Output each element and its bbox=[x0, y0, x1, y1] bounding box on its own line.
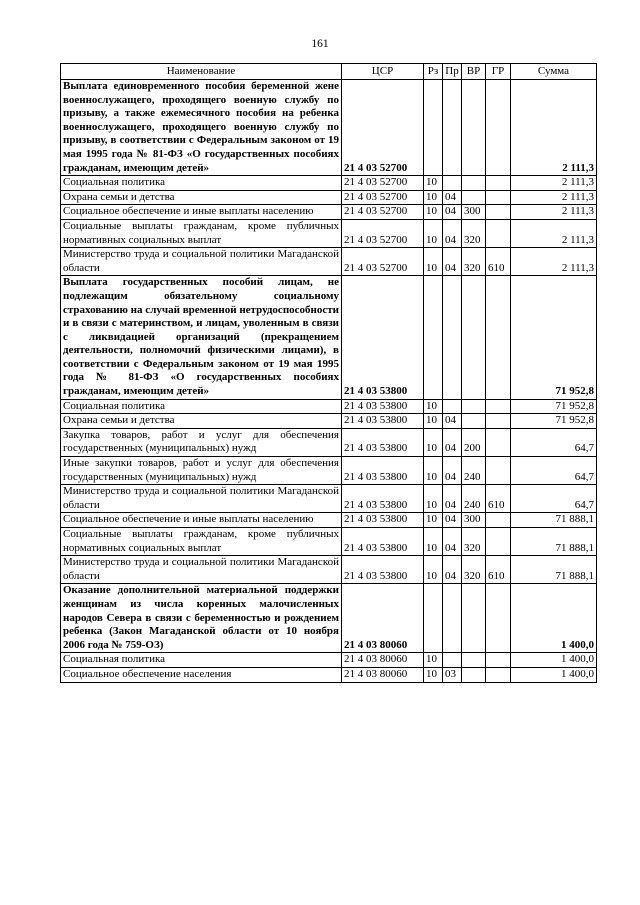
cell-name: Выплата единовременного пособия беременной жене военнослужащего, проходящего военную службу по призыву, а также ежемесячного пособия на ребенка военнослужащего, проходящего военную службу по призыву, в соответствии с Федеральным законом от 19 мая 1995 года № 81-ФЗ «О государственных пособиях гражданам, имеющим детей» bbox=[61, 80, 342, 176]
table-row bbox=[61, 190, 597, 205]
cell-csr: 21 4 03 80060 bbox=[342, 653, 424, 668]
cell-csr: 21 4 03 53800 bbox=[342, 428, 424, 456]
cell-pr bbox=[443, 176, 462, 191]
cell-vr: 320 bbox=[462, 528, 486, 556]
cell-sum: 1 400,0 bbox=[511, 667, 597, 682]
table-header-row bbox=[61, 64, 597, 80]
cell-gr bbox=[486, 80, 511, 176]
cell-gr bbox=[486, 276, 511, 399]
cell-gr bbox=[486, 219, 511, 247]
cell-vr: 320 bbox=[462, 248, 486, 276]
table-row bbox=[61, 176, 597, 191]
cell-vr: 240 bbox=[462, 485, 486, 513]
cell-sum: 1 400,0 bbox=[511, 584, 597, 653]
cell-pr: 04 bbox=[443, 248, 462, 276]
cell-sum: 71 888,1 bbox=[511, 528, 597, 556]
cell-gr: 610 bbox=[486, 248, 511, 276]
cell-gr bbox=[486, 667, 511, 682]
budget-table bbox=[60, 63, 597, 683]
column-header-sum: Сумма bbox=[511, 64, 597, 80]
cell-sum: 1 400,0 bbox=[511, 653, 597, 668]
cell-vr bbox=[462, 176, 486, 191]
cell-name: Иные закупки товаров, работ и услуг для обеспечения государственных (муниципальных) нужд bbox=[61, 457, 342, 485]
cell-rz bbox=[424, 80, 443, 176]
cell-pr: 04 bbox=[443, 556, 462, 584]
cell-name: Социальная политика bbox=[61, 176, 342, 191]
cell-gr bbox=[486, 190, 511, 205]
cell-csr: 21 4 03 80060 bbox=[342, 584, 424, 653]
cell-rz: 10 bbox=[424, 399, 443, 414]
column-header-gr: ГР bbox=[486, 64, 511, 80]
cell-sum: 2 111,3 bbox=[511, 190, 597, 205]
cell-name: Социальное обеспечение и иные выплаты населению bbox=[61, 513, 342, 528]
cell-sum: 71 888,1 bbox=[511, 556, 597, 584]
cell-vr bbox=[462, 653, 486, 668]
column-header-name: Наименование bbox=[61, 64, 342, 80]
cell-pr: 03 bbox=[443, 667, 462, 682]
cell-vr: 240 bbox=[462, 457, 486, 485]
cell-vr bbox=[462, 80, 486, 176]
cell-vr: 300 bbox=[462, 513, 486, 528]
column-header-vr: ВР bbox=[462, 64, 486, 80]
cell-csr: 21 4 03 53800 bbox=[342, 513, 424, 528]
cell-csr: 21 4 03 53800 bbox=[342, 457, 424, 485]
cell-pr bbox=[443, 653, 462, 668]
cell-gr bbox=[486, 428, 511, 456]
cell-csr: 21 4 03 80060 bbox=[342, 667, 424, 682]
cell-csr: 21 4 03 52700 bbox=[342, 80, 424, 176]
cell-name: Охрана семьи и детства bbox=[61, 414, 342, 429]
cell-pr: 04 bbox=[443, 428, 462, 456]
cell-pr: 04 bbox=[443, 219, 462, 247]
cell-csr: 21 4 03 52700 bbox=[342, 176, 424, 191]
cell-vr: 300 bbox=[462, 205, 486, 220]
cell-rz: 10 bbox=[424, 428, 443, 456]
cell-rz: 10 bbox=[424, 556, 443, 584]
cell-rz: 10 bbox=[424, 414, 443, 429]
cell-pr: 04 bbox=[443, 190, 462, 205]
cell-gr bbox=[486, 176, 511, 191]
cell-pr bbox=[443, 80, 462, 176]
cell-pr bbox=[443, 276, 462, 399]
cell-rz: 10 bbox=[424, 513, 443, 528]
cell-vr bbox=[462, 414, 486, 429]
column-header-csr: ЦСР bbox=[342, 64, 424, 80]
cell-sum: 2 111,3 bbox=[511, 205, 597, 220]
cell-gr bbox=[486, 399, 511, 414]
cell-csr: 21 4 03 53800 bbox=[342, 399, 424, 414]
table-row bbox=[61, 219, 597, 247]
cell-gr bbox=[486, 513, 511, 528]
cell-sum: 71 888,1 bbox=[511, 513, 597, 528]
table-row bbox=[61, 653, 597, 668]
cell-csr: 21 4 03 52700 bbox=[342, 205, 424, 220]
table-row bbox=[61, 428, 597, 456]
cell-sum: 64,7 bbox=[511, 428, 597, 456]
cell-csr: 21 4 03 53800 bbox=[342, 556, 424, 584]
cell-vr bbox=[462, 584, 486, 653]
cell-vr: 320 bbox=[462, 556, 486, 584]
column-header-rz: Рз bbox=[424, 64, 443, 80]
cell-rz: 10 bbox=[424, 248, 443, 276]
cell-rz: 10 bbox=[424, 485, 443, 513]
cell-pr: 04 bbox=[443, 414, 462, 429]
cell-gr bbox=[486, 584, 511, 653]
cell-sum: 71 952,8 bbox=[511, 276, 597, 399]
cell-gr: 610 bbox=[486, 485, 511, 513]
cell-pr: 04 bbox=[443, 513, 462, 528]
cell-sum: 71 952,8 bbox=[511, 399, 597, 414]
cell-sum: 2 111,3 bbox=[511, 176, 597, 191]
table-row bbox=[61, 248, 597, 276]
cell-sum: 64,7 bbox=[511, 485, 597, 513]
cell-name: Социальные выплаты гражданам, кроме публичных нормативных социальных выплат bbox=[61, 219, 342, 247]
cell-gr bbox=[486, 653, 511, 668]
table-row bbox=[61, 485, 597, 513]
column-header-pr: Пр bbox=[443, 64, 462, 80]
cell-rz: 10 bbox=[424, 190, 443, 205]
cell-name: Закупка товаров, работ и услуг для обеспечения государственных (муниципальных) нужд bbox=[61, 428, 342, 456]
cell-csr: 21 4 03 53800 bbox=[342, 528, 424, 556]
cell-pr: 04 bbox=[443, 205, 462, 220]
cell-name: Министерство труда и социальной политики Магаданской области bbox=[61, 556, 342, 584]
table-body bbox=[61, 80, 597, 683]
cell-vr: 200 bbox=[462, 428, 486, 456]
cell-gr bbox=[486, 205, 511, 220]
cell-vr: 320 bbox=[462, 219, 486, 247]
cell-csr: 21 4 03 53800 bbox=[342, 485, 424, 513]
cell-sum: 71 952,8 bbox=[511, 414, 597, 429]
page-number: 161 bbox=[311, 38, 329, 50]
table-row bbox=[61, 276, 597, 399]
cell-sum: 64,7 bbox=[511, 457, 597, 485]
cell-rz bbox=[424, 276, 443, 399]
cell-name: Министерство труда и социальной политики Магаданской области bbox=[61, 485, 342, 513]
cell-pr: 04 bbox=[443, 528, 462, 556]
cell-rz: 10 bbox=[424, 219, 443, 247]
cell-name: Выплата государственных пособий лицам, не подлежащим обязательному социальному страхованию на случай временной нетрудоспособности и в связи с материнством, и лицам, уволенным в связи с ликвидацией организаций (прекращением деятельности, полномочий физическими лицами), в соответствии с Федеральным законом от 19 мая 1995 года № 81-ФЗ «О государственных пособиях гражданам, имеющим детей» bbox=[61, 276, 342, 399]
cell-name: Охрана семьи и детства bbox=[61, 190, 342, 205]
cell-rz: 10 bbox=[424, 653, 443, 668]
cell-pr: 04 bbox=[443, 485, 462, 513]
cell-sum: 2 111,3 bbox=[511, 248, 597, 276]
cell-rz bbox=[424, 584, 443, 653]
cell-gr bbox=[486, 457, 511, 485]
table-row bbox=[61, 414, 597, 429]
table-row bbox=[61, 584, 597, 653]
table-row bbox=[61, 457, 597, 485]
cell-name: Оказание дополнительной материальной поддержки женщинам из числа коренных малочисленных народов Севера в связи с беременностью и рождением ребенка (Закон Магаданской области от 10 ноября 2006 года № 759-ОЗ) bbox=[61, 584, 342, 653]
cell-vr bbox=[462, 190, 486, 205]
table-row bbox=[61, 667, 597, 682]
cell-csr: 21 4 03 52700 bbox=[342, 190, 424, 205]
cell-vr bbox=[462, 399, 486, 414]
cell-rz: 10 bbox=[424, 205, 443, 220]
cell-pr bbox=[443, 584, 462, 653]
cell-csr: 21 4 03 53800 bbox=[342, 414, 424, 429]
cell-vr bbox=[462, 667, 486, 682]
table-row bbox=[61, 528, 597, 556]
table-row bbox=[61, 556, 597, 584]
cell-pr: 04 bbox=[443, 457, 462, 485]
cell-gr bbox=[486, 528, 511, 556]
cell-rz: 10 bbox=[424, 667, 443, 682]
cell-sum: 2 111,3 bbox=[511, 80, 597, 176]
cell-csr: 21 4 03 52700 bbox=[342, 248, 424, 276]
cell-name: Социальная политика bbox=[61, 399, 342, 414]
cell-csr: 21 4 03 52700 bbox=[342, 219, 424, 247]
cell-sum: 2 111,3 bbox=[511, 219, 597, 247]
cell-gr: 610 bbox=[486, 556, 511, 584]
cell-name: Социальное обеспечение и иные выплаты населению bbox=[61, 205, 342, 220]
cell-rz: 10 bbox=[424, 176, 443, 191]
table-row bbox=[61, 80, 597, 176]
cell-rz: 10 bbox=[424, 528, 443, 556]
cell-pr bbox=[443, 399, 462, 414]
table-row bbox=[61, 399, 597, 414]
cell-rz: 10 bbox=[424, 457, 443, 485]
cell-csr: 21 4 03 53800 bbox=[342, 276, 424, 399]
table-row bbox=[61, 513, 597, 528]
table-row bbox=[61, 205, 597, 220]
cell-vr bbox=[462, 276, 486, 399]
cell-gr bbox=[486, 414, 511, 429]
cell-name: Социальные выплаты гражданам, кроме публичных нормативных социальных выплат bbox=[61, 528, 342, 556]
cell-name: Социальное обеспечение населения bbox=[61, 667, 342, 682]
cell-name: Министерство труда и социальной политики Магаданской области bbox=[61, 248, 342, 276]
cell-name: Социальная политика bbox=[61, 653, 342, 668]
